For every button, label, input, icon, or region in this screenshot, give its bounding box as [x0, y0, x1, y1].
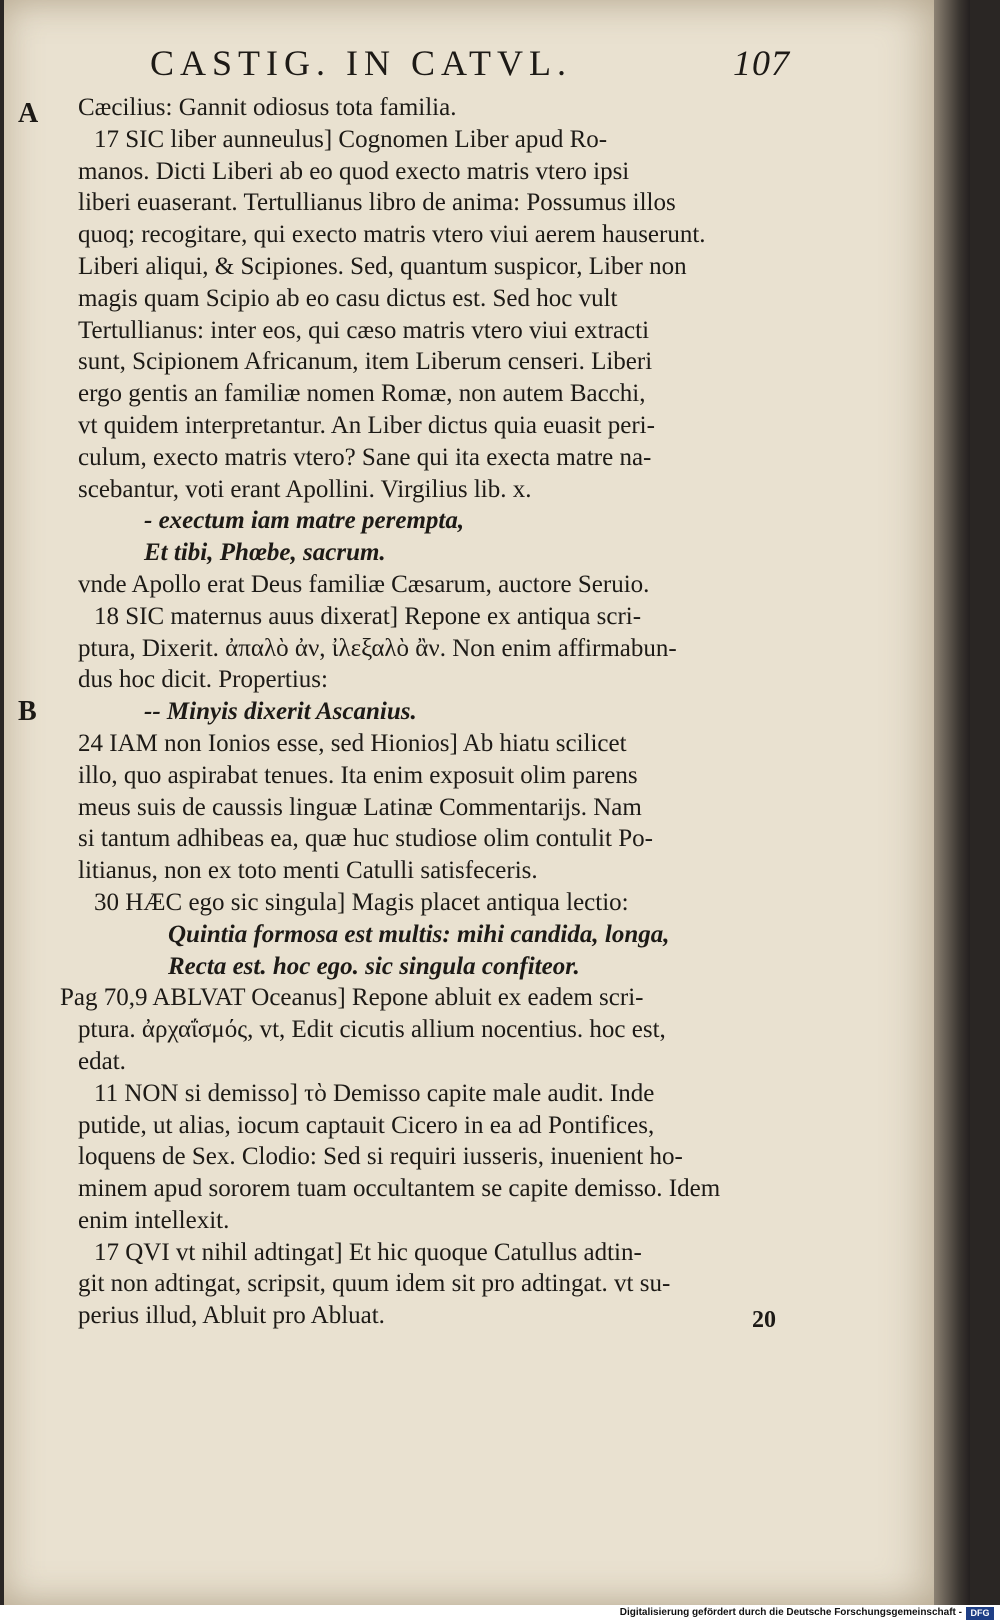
text-line: meus suis de caussis linguæ Latinæ Commentarijs. Nam [78, 793, 642, 821]
text-line: git non adtingat, scripsit, quum idem sit pro adtingat. vt su- [78, 1270, 671, 1298]
text-line: litianus, non ex toto menti Catulli satisfeceris. [78, 857, 538, 885]
signature-mark: 20 [752, 1307, 776, 1333]
text-line: si tantum adhibeas ea, quæ huc studiose olim contulit Po- [78, 825, 653, 853]
text-line: loquens de Sex. Clodio: Sed si requiri iusseris, inuenient ho- [78, 1143, 683, 1171]
text-line: perius illud, Abluit pro Abluat. [78, 1302, 385, 1330]
text-line: 11 NON si demisso] τὸ Demisso capite male audit. Inde [94, 1079, 655, 1107]
text-line: ergo gentis an familiæ nomen Romæ, non autem Bacchi, [78, 380, 646, 408]
quotation-line: Et tibi, Phœbe, sacrum. [144, 539, 386, 567]
text-line: Pag 70,9 ABLVAT Oceanus] Repone abluit ex eadem scri- [60, 984, 644, 1012]
quotation-line: Quintia formosa est multis: mihi candida, longa, [168, 920, 670, 948]
running-title: CASTIG. IN CATVL. [150, 43, 572, 83]
quotation-line: Recta est. hoc ego. sic singula confiteor. [168, 952, 580, 980]
dfg-logo: DFG [966, 1607, 994, 1620]
text-line: illo, quo aspirabat tenues. Ita enim exposuit olim parens [78, 761, 638, 789]
text-line: sunt, Scipionem Africanum, item Liberum censeri. Liberi [78, 348, 653, 376]
text-line: quoq; recogitare, qui execto matris vtero viui aerem hauserunt. [78, 221, 706, 249]
text-line: 18 SIC maternus auus dixerat] Repone ex antiqua scri- [94, 602, 642, 630]
body-text [60, 92, 788, 1332]
page-number: 107 [733, 43, 790, 83]
footer-credit: Digitalisierung gefördert durch die Deutsche Forschungsgemeinschaft - [619, 1607, 962, 1618]
text-line: ptura. ἀρχαΐσμός, vt, Edit cicutis allium nocentius. hoc est, [78, 1016, 666, 1044]
text-line: magis quam Scipio ab eo casu dictus est. Sed hoc vult [78, 284, 618, 312]
margin-letter-b: B [18, 696, 37, 727]
text-line: manos. Dicti Liberi ab eo quod execto matris vtero ipsi [78, 157, 630, 185]
text-line: vt quidem interpretantur. An Liber dictus quia euasit peri- [78, 411, 655, 439]
text-line: Cæcilius: Gannit odiosus tota familia. [78, 94, 457, 121]
page-edge-shadow [934, 0, 970, 1605]
text-line: 17 QVI vt nihil adtingat] Et hic quoque Catullus adtin- [94, 1238, 642, 1266]
text-line: dus hoc dicit. Propertius: [78, 666, 328, 694]
text-line: putide, ut alias, iocum captauit Cicero in ea ad Pontifices, [78, 1111, 655, 1139]
quotation-line: -- Minyis dixerit Ascanius. [144, 698, 417, 726]
text-line: Tertullianus: inter eos, qui cæso matris vtero viui extracti [78, 316, 650, 344]
margin-letter-a: A [18, 98, 39, 129]
text-line: liberi euaserant. Tertullianus libro de anima: Possumus illos [78, 189, 676, 217]
text-line: 17 SIC liber aunneulus] Cognomen Liber apud Ro- [94, 125, 608, 153]
text-line: 30 HÆC ego sic singula] Magis placet antiqua lectio: [94, 888, 629, 916]
text-line: enim intellexit. [78, 1206, 230, 1234]
text-line: ptura, Dixerit. ἀπαλὸ ἀν, ἰλεξαλὸ ἂν. Non enim affirmabun- [78, 634, 677, 662]
text-line: minem apud sororem tuam occultantem se capite demisso. Idem [78, 1175, 721, 1203]
text-line: vnde Apollo erat Deus familiæ Cæsarum, auctore Seruio. [78, 570, 650, 598]
text-line: culum, execto matris vtero? Sane qui ita execta matre na- [78, 443, 652, 471]
quotation-line: - exectum iam matre perempta, [144, 507, 465, 535]
text-line: scebantur, voti erant Apollini. Virgilius lib. x. [78, 475, 532, 503]
text-line: Liberi aliqui, & Scipiones. Sed, quantum suspicor, Liber non [78, 252, 687, 280]
text-line: edat. [78, 1047, 126, 1075]
text-line: 24 IAM non Ionios esse, sed Hionios] Ab hiatu scilicet [78, 729, 627, 757]
